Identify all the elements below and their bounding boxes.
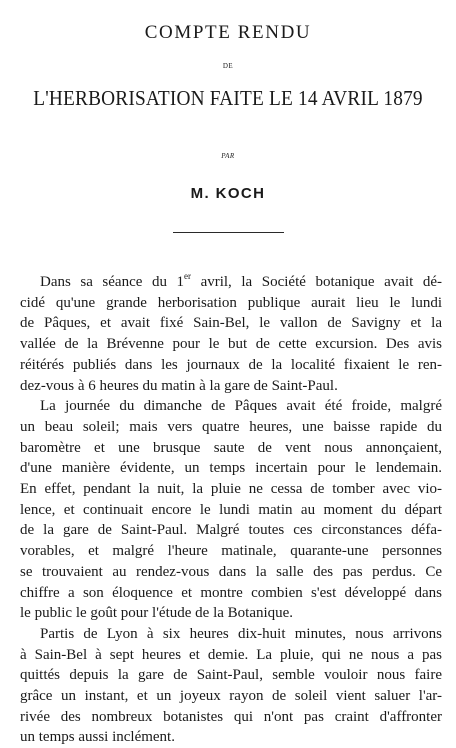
title-line-1: COMPTE RENDU — [144, 22, 312, 43]
connector-par: PAR — [221, 152, 235, 160]
paragraph-line: quittés depuis la gare de Saint-Paul, semble vouloir nous faire — [20, 667, 442, 684]
paragraph-line: Partis de Lyon à six heures dix-huit minutes, nous arrivons — [40, 625, 442, 642]
connector-de: DE — [222, 62, 234, 70]
paragraph-line: grâce un instant, et un joyeux rayon de soleil vient saluer l'ar- — [20, 688, 442, 705]
ordinal-superscript: er — [184, 272, 192, 281]
paragraph-line: le public le goût pour l'étude de la Botanique. — [20, 605, 294, 622]
paragraph-line: En effet, pendant la nuit, la pluie ne cessa de tomber avec vio- — [20, 481, 442, 498]
paragraph-line: réitérés publiés dans les journaux de la localité fixaient le ren- — [20, 356, 442, 373]
paragraph-line: vorables, et malgré l'heure matinale, quarante-une personnes — [20, 543, 442, 560]
paragraph-line: de Pâques, et avait fixé Sain-Bel, le vallon de Savigny et la — [20, 315, 442, 332]
paragraph-line: baromètre et une brusque saute de vent nous annonçaient, — [20, 439, 442, 456]
paragraph-line: de la gare de Saint-Paul. Malgré toutes ces circonstances défa- — [20, 522, 442, 539]
paragraph-line: chiffre a son éloquence et montre combien s'est développé dans — [20, 584, 442, 601]
paragraph-line: d'une manière évidente, un temps incertain pour le lendemain. — [20, 460, 442, 477]
paragraph-line: à Sain-Bel à sept heures et demie. La pluie, qui ne nous a pas — [20, 646, 442, 663]
paragraph-line: un beau soleil; mais vers quatre heures, une baisse rapide du — [20, 418, 442, 435]
paragraph-line: Dans sa séance du 1er avril, la Société botanique avait dé- — [40, 272, 442, 290]
body-text — [20, 272, 442, 748]
title-line-2: L'HERBORISATION FAITE LE 14 AVRIL 1879 — [33, 86, 423, 110]
title-divider — [173, 232, 284, 233]
paragraph-line: lence, et continuait encore le lundi matin au moment du départ — [20, 501, 442, 518]
paragraph-line: se trouvaient au rendez-vous dans la salle des pas perdus. Ce — [20, 563, 442, 580]
author-name: M. KOCH — [190, 185, 266, 202]
paragraph-line: dez-vous à 6 heures du matin à la gare de Saint-Paul. — [20, 377, 338, 394]
paragraph-line: cidé qu'une grande herborisation publique aurait lieu le lundi — [20, 294, 442, 311]
paragraph-line: rivée des nombreux botanistes qui n'ont pas craint d'affronter — [20, 708, 442, 725]
paragraph-line: vallée de la Brévenne pour le but de cette excursion. Des avis — [20, 336, 442, 353]
paragraph-line: un temps aussi inclément. — [20, 729, 175, 746]
paragraph-line: La journée du dimanche de Pâques avait été froide, malgré — [40, 398, 442, 415]
